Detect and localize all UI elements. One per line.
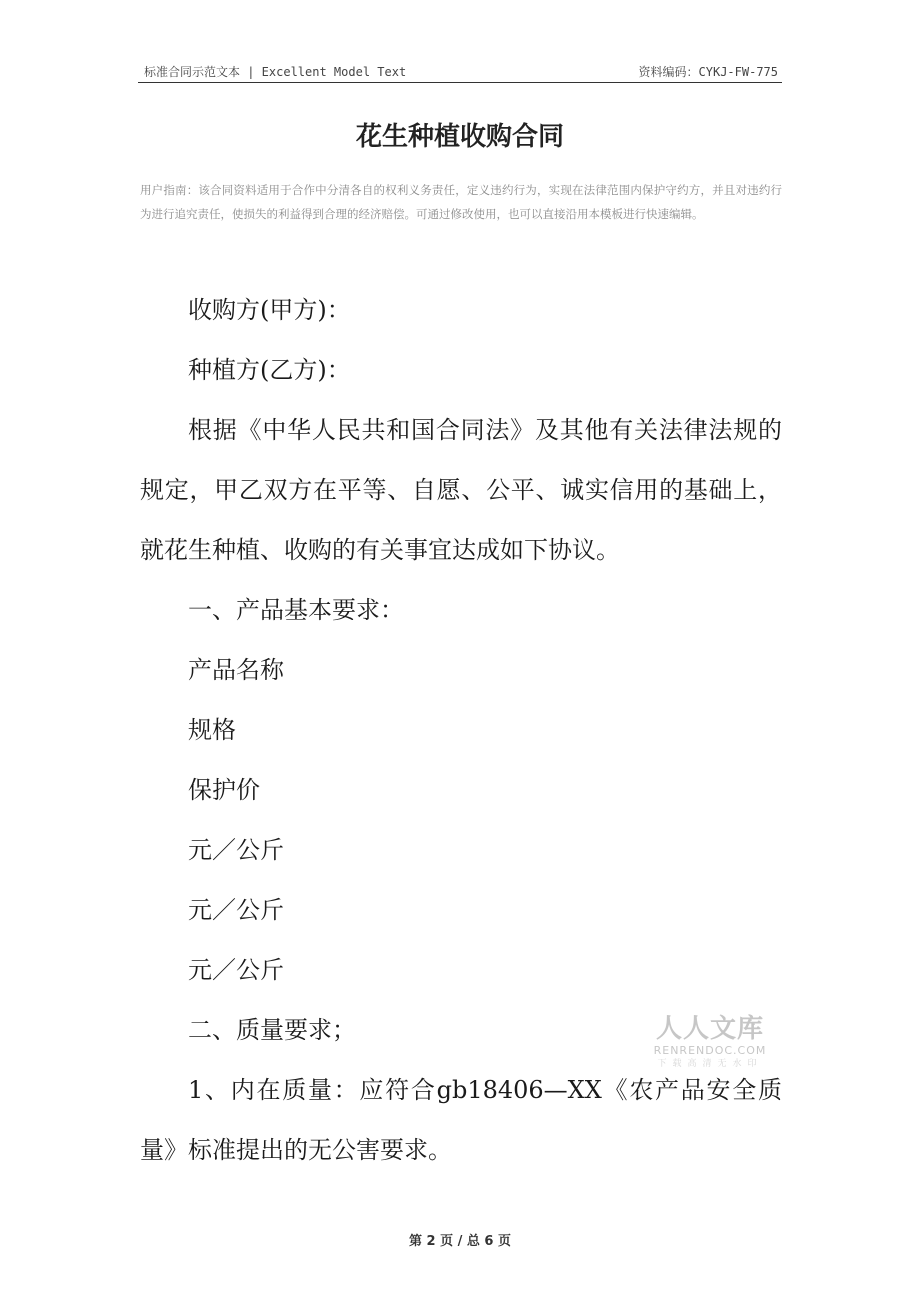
party-a-line: 收购方(甲方)：: [188, 296, 351, 324]
preamble-paragraph: 根据《中华人民共和国合同法》及其他有关法律法规的规定，甲乙双方在平等、自愿、公平、诚实信用的基础上，就花生种植、收购的有关事宜达成如下协议。: [140, 416, 782, 564]
section-heading: 一、产品基本要求：: [188, 596, 404, 624]
watermark-domain: RENRENDOC.COM: [653, 1044, 767, 1057]
header-doc-type: 标准合同示范文本 | Excellent Model Text: [144, 65, 407, 79]
document-title: 花生种植收购合同: [355, 122, 564, 152]
watermark-main-text: 人人文库: [655, 1014, 764, 1044]
user-guide-note: 用户指南：该合同资料适用于合作中分清各自的权利义务责任，定义违约行为，实现在法律范围内保护守约方，并且对违约行为进行追究责任，使损失的利益得到合理的经济赔偿。可通过修改使用，也可以直接沿用本模板进行快速编辑。: [140, 183, 782, 221]
list-item: 元／公斤: [188, 836, 284, 864]
list-item: 产品名称: [188, 656, 284, 684]
header-doc-code: 资料编码：CYKJ-FW-775: [638, 65, 778, 79]
party-b-line: 种植方(乙方)：: [188, 356, 351, 384]
list-item: 元／公斤: [188, 956, 284, 984]
watermark-slogan: 下载高清无水印: [657, 1059, 763, 1069]
page-number: 第 2 页 / 总 6 页: [409, 1234, 511, 1249]
list-item: 保护价: [188, 776, 260, 804]
quality-paragraph: 1、内在质量：应符合gb18406—XX《农产品安全质量》标准提出的无公害要求。: [140, 1076, 782, 1164]
page-header: [138, 60, 782, 83]
list-item: 规格: [188, 716, 236, 744]
watermark-logo: [648, 1014, 772, 1074]
section-heading: 二、质量要求；: [188, 1016, 356, 1044]
list-item: 元／公斤: [188, 896, 284, 924]
